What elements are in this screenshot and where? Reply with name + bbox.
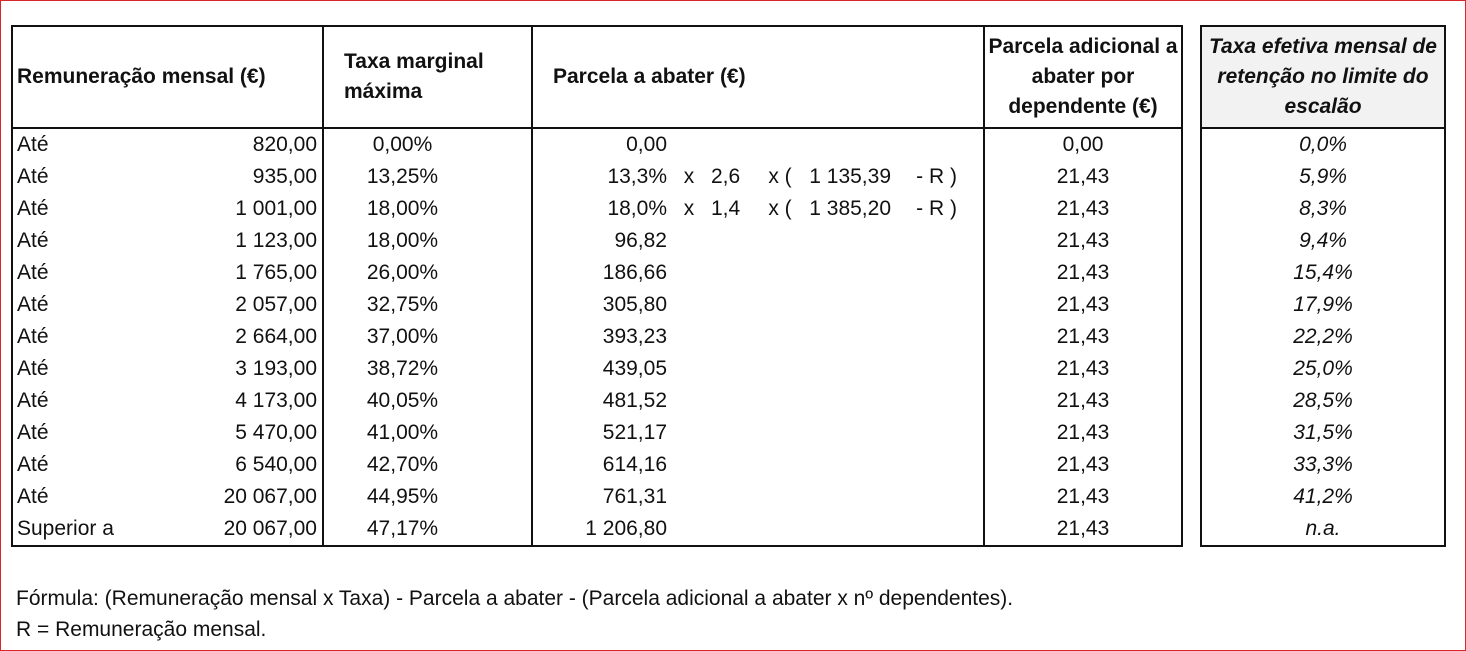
header-taxa: Taxa marginal máxima	[323, 26, 532, 128]
row-amount: 4 173,00	[235, 389, 317, 412]
table-row	[12, 449, 1182, 481]
dependente-cell: 21,43	[984, 481, 1182, 513]
dependente-cell: 21,43	[984, 289, 1182, 321]
row-label: Até	[17, 229, 49, 252]
table-row	[12, 353, 1182, 385]
formula-note: Fórmula: (Remuneração mensal x Taxa) - Parcela a abater - (Parcela adicional a abater x nº dependentes).	[16, 587, 1014, 610]
remuneracao-cell	[12, 513, 323, 546]
parcela-cell	[532, 481, 984, 513]
row-label: Até	[17, 133, 49, 156]
parcela-cell	[532, 385, 984, 417]
parcela-cell	[532, 225, 984, 257]
r-definition-note: R = Remuneração mensal.	[16, 618, 267, 641]
rate-cell: 13,25%	[323, 161, 532, 193]
table-row	[1201, 513, 1445, 546]
table-row	[1201, 449, 1445, 481]
effective-rate-cell: 41,2%	[1201, 481, 1445, 513]
dependente-cell: 21,43	[984, 385, 1182, 417]
notes	[16, 583, 1013, 645]
table-row	[1201, 289, 1445, 321]
row-amount: 2 057,00	[235, 293, 317, 316]
table-row	[12, 481, 1182, 513]
header-efetiva: Taxa efetiva mensal de retenção no limite do escalão	[1201, 26, 1445, 128]
table-row	[1201, 481, 1445, 513]
header-adicional: Parcela adicional a abater por dependente (€)	[984, 26, 1182, 128]
row-label: Até	[17, 165, 49, 188]
effective-rate-cell: 9,4%	[1201, 225, 1445, 257]
formula-minus-r: - R )	[916, 165, 957, 188]
row-amount: 1 123,00	[235, 229, 317, 252]
formula-x1: x	[683, 165, 695, 188]
table-row	[12, 513, 1182, 546]
remuneracao-cell	[12, 321, 323, 353]
effective-rate-cell: 0,0%	[1201, 128, 1445, 161]
parcela-cell	[532, 513, 984, 546]
dependente-cell: 21,43	[984, 449, 1182, 481]
dependente-cell: 21,43	[984, 321, 1182, 353]
dependente-cell: 21,43	[984, 513, 1182, 546]
table-row	[12, 289, 1182, 321]
effective-rate-cell: 8,3%	[1201, 193, 1445, 225]
remuneracao-cell	[12, 449, 323, 481]
rate-cell: 42,70%	[323, 449, 532, 481]
row-label: Até	[17, 453, 49, 476]
remuneracao-cell	[12, 193, 323, 225]
formula-x2: x (	[768, 165, 792, 188]
remuneracao-cell	[12, 481, 323, 513]
parcela-cell	[532, 353, 984, 385]
parcela-cell	[532, 161, 984, 193]
parcela-value: 761,31	[602, 485, 667, 508]
remuneracao-cell	[12, 385, 323, 417]
table-row	[1201, 257, 1445, 289]
row-label: Até	[17, 485, 49, 508]
table-row	[12, 225, 1182, 257]
table-row	[1201, 161, 1445, 193]
parcela-cell	[532, 193, 984, 225]
table-row	[1201, 385, 1445, 417]
rate-cell: 40,05%	[323, 385, 532, 417]
table-row	[12, 257, 1182, 289]
row-amount: 1 001,00	[235, 197, 317, 220]
row-amount: 935,00	[252, 165, 317, 188]
remuneracao-cell	[12, 353, 323, 385]
rate-cell: 18,00%	[323, 193, 532, 225]
remuneracao-cell	[12, 225, 323, 257]
dependente-cell: 21,43	[984, 257, 1182, 289]
rate-cell: 47,17%	[323, 513, 532, 546]
formula-factor: 1,4	[711, 197, 741, 220]
remuneracao-cell	[12, 257, 323, 289]
parcela-value: 13,3%	[607, 165, 667, 188]
effective-rate-cell: 33,3%	[1201, 449, 1445, 481]
effective-rate-body	[1201, 128, 1445, 546]
row-amount: 20 067,00	[223, 517, 317, 540]
effective-rate-cell: 22,2%	[1201, 321, 1445, 353]
rate-cell: 0,00%	[323, 128, 532, 161]
row-amount: 820,00	[252, 133, 317, 156]
row-amount: 6 540,00	[235, 453, 317, 476]
effective-rate-cell: 5,9%	[1201, 161, 1445, 193]
formula-x2: x (	[768, 197, 792, 220]
table-row	[12, 161, 1182, 193]
formula-factor: 2,6	[711, 165, 741, 188]
header-parcela: Parcela a abater (€)	[532, 26, 984, 128]
dependente-cell: 21,43	[984, 417, 1182, 449]
effective-rate-table	[1200, 25, 1446, 547]
parcela-value: 481,52	[602, 389, 667, 412]
dependente-cell: 0,00	[984, 128, 1182, 161]
table-row	[12, 385, 1182, 417]
parcela-value: 439,05	[602, 357, 667, 380]
effective-rate-cell: 28,5%	[1201, 385, 1445, 417]
formula-limit: 1 135,39	[809, 165, 891, 188]
parcela-value: 614,16	[602, 453, 667, 476]
parcela-cell	[532, 321, 984, 353]
row-label: Até	[17, 389, 49, 412]
row-label: Superior a	[17, 517, 114, 540]
parcela-value: 521,17	[602, 421, 667, 444]
row-label: Até	[17, 261, 49, 284]
table-row	[1201, 353, 1445, 385]
formula-minus-r: - R )	[916, 197, 957, 220]
effective-rate-cell: 31,5%	[1201, 417, 1445, 449]
effective-rate-cell: 25,0%	[1201, 353, 1445, 385]
rate-cell: 38,72%	[323, 353, 532, 385]
parcela-cell	[532, 289, 984, 321]
effective-rate-cell: n.a.	[1201, 513, 1445, 546]
parcela-cell	[532, 128, 984, 161]
row-amount: 1 765,00	[235, 261, 317, 284]
parcela-value: 18,0%	[607, 197, 667, 220]
table-row	[12, 417, 1182, 449]
table-row	[12, 128, 1182, 161]
table-body	[12, 128, 1182, 546]
parcela-value: 96,82	[614, 229, 667, 252]
rate-cell: 32,75%	[323, 289, 532, 321]
remuneracao-cell	[12, 161, 323, 193]
row-label: Até	[17, 293, 49, 316]
dependente-cell: 21,43	[984, 225, 1182, 257]
parcela-value: 1 206,80	[585, 517, 667, 540]
parcela-cell	[532, 257, 984, 289]
row-label: Até	[17, 197, 49, 220]
row-amount: 5 470,00	[235, 421, 317, 444]
withholding-table	[11, 25, 1183, 547]
effective-rate-cell: 15,4%	[1201, 257, 1445, 289]
effective-rate-cell: 17,9%	[1201, 289, 1445, 321]
table-row	[1201, 193, 1445, 225]
parcela-cell	[532, 449, 984, 481]
remuneracao-cell	[12, 417, 323, 449]
rate-cell: 18,00%	[323, 225, 532, 257]
row-amount: 2 664,00	[235, 325, 317, 348]
table-row	[1201, 128, 1445, 161]
table-row	[12, 193, 1182, 225]
dependente-cell: 21,43	[984, 161, 1182, 193]
rate-cell: 44,95%	[323, 481, 532, 513]
parcela-value: 393,23	[602, 325, 667, 348]
parcela-value: 305,80	[602, 293, 667, 316]
row-label: Até	[17, 421, 49, 444]
table-row	[1201, 321, 1445, 353]
table-row	[1201, 225, 1445, 257]
row-amount: 3 193,00	[235, 357, 317, 380]
formula-x1: x	[683, 197, 695, 220]
remuneracao-cell	[12, 289, 323, 321]
parcela-value: 0,00	[626, 133, 667, 156]
header-remuneracao: Remuneração mensal (€)	[12, 26, 323, 128]
table-row	[12, 321, 1182, 353]
rate-cell: 37,00%	[323, 321, 532, 353]
row-amount: 20 067,00	[223, 485, 317, 508]
formula-limit: 1 385,20	[809, 197, 891, 220]
dependente-cell: 21,43	[984, 353, 1182, 385]
rate-cell: 41,00%	[323, 417, 532, 449]
rate-cell: 26,00%	[323, 257, 532, 289]
remuneracao-cell	[12, 128, 323, 161]
table-row	[1201, 417, 1445, 449]
row-label: Até	[17, 325, 49, 348]
parcela-value: 186,66	[602, 261, 667, 284]
row-label: Até	[17, 357, 49, 380]
parcela-cell	[532, 417, 984, 449]
dependente-cell: 21,43	[984, 193, 1182, 225]
